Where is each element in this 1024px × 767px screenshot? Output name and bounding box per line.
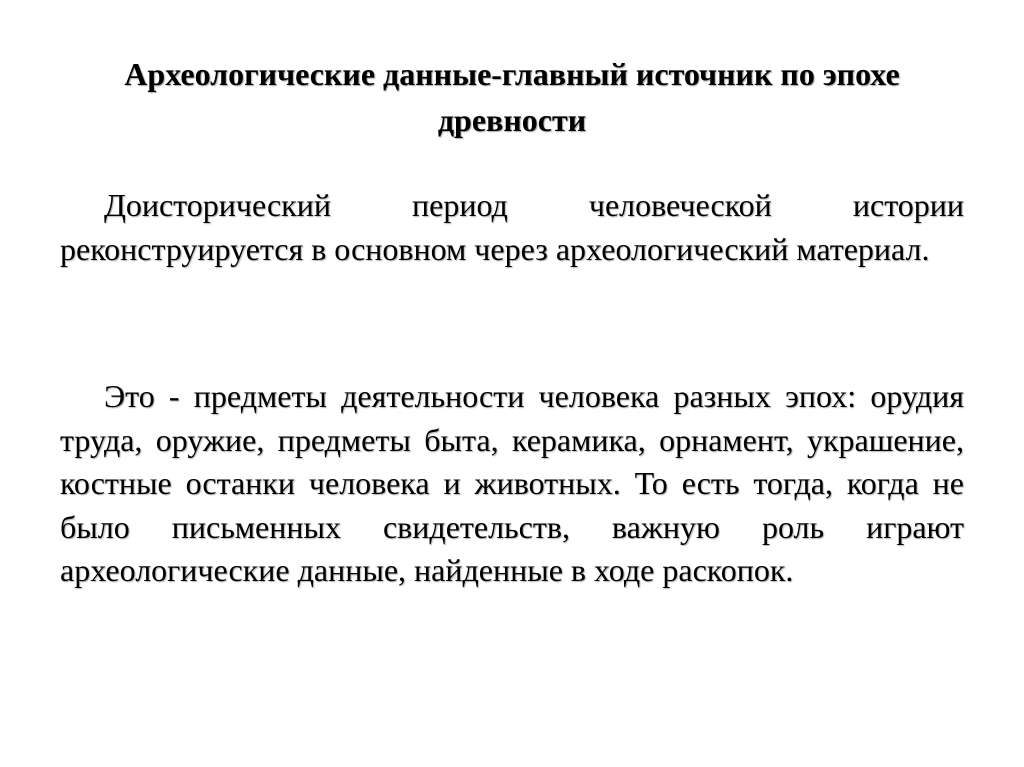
- paragraph-archaeological-items: Это - предметы деятельности человека разных эпох: орудия труда, оружие, предметы быта, керамика, орнамент, украшение, костные останки человека и животных. То есть тогда, когда не было письменных свидетельств, важную роль играют археологические данные, найденные в ходе раскопок.: [60, 378, 964, 588]
- paragraph-prehistoric-period: Доисторический период человеческой истории реконструируется в основном через археологический материал.: [60, 187, 964, 267]
- slide-title: Археологические данные-главный источник по эпохе древности: [124, 56, 900, 138]
